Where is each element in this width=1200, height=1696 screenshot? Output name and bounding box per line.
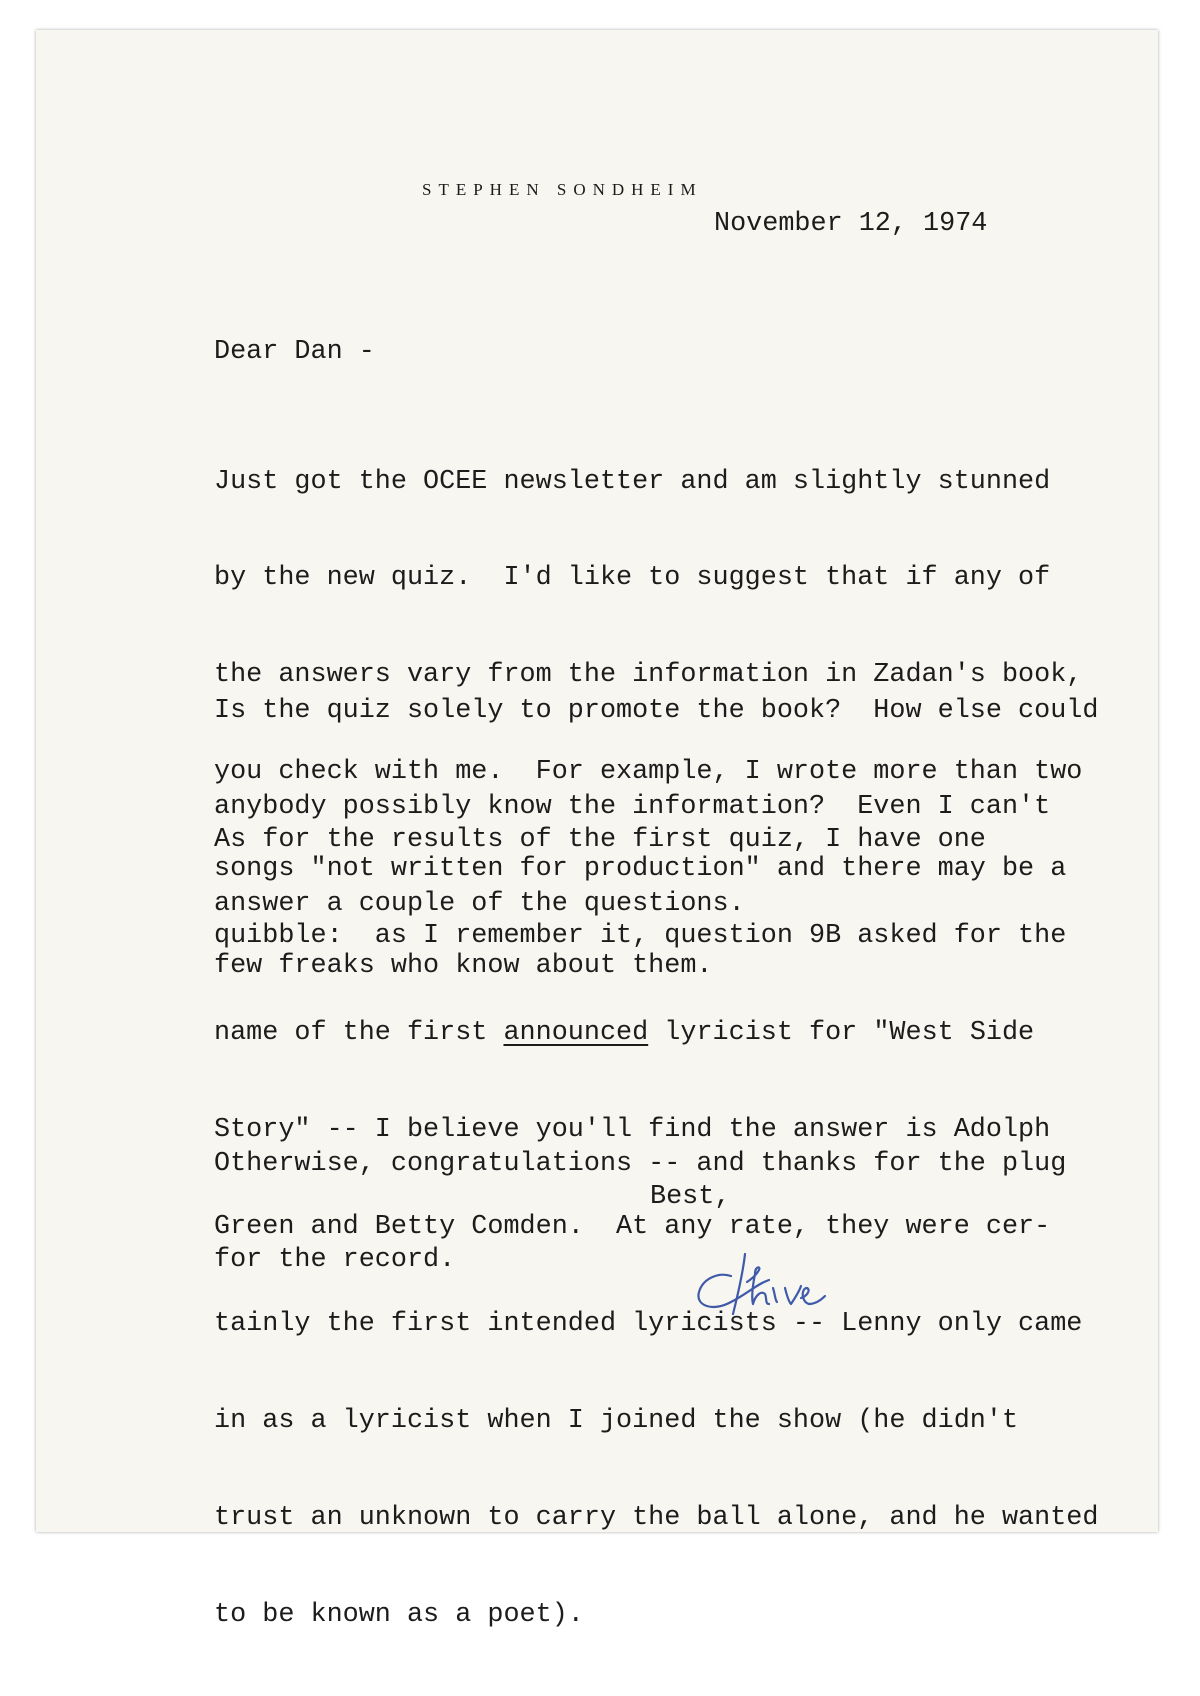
text-line: trust an unknown to carry the ball alone, and he wanted xyxy=(214,1502,1099,1533)
text-line xyxy=(214,1017,1098,1049)
text-line: songs "not written for production" and there may be a xyxy=(214,854,1067,885)
text-line: for the record. xyxy=(214,1245,456,1276)
text-line: you check with me. For example, I wrote more than two xyxy=(214,757,1083,788)
underlined-word: announced xyxy=(503,1018,649,1049)
paragraph-4 xyxy=(214,1083,1066,1341)
text-line: in as a lyricist when I joined the show (he didn't xyxy=(214,1405,1019,1436)
text-line: Just got the OCEE newsletter and am slightly stunned xyxy=(214,466,1051,497)
letterhead: STEPHEN SONDHEIM xyxy=(422,180,703,199)
text-line: quibble: as I remember it, question 9B asked for the xyxy=(214,921,1067,952)
text-line: by the new quiz. I'd like to suggest that if any of xyxy=(214,563,1051,594)
text-line: Is the quiz solely to promote the book? How else could xyxy=(214,695,1099,726)
text-line: Story" -- I believe you'll find the answer is Adolph xyxy=(214,1115,1051,1146)
closing: Best, xyxy=(650,1182,731,1212)
text-line: answer a couple of the questions. xyxy=(214,889,745,920)
salutation: Dear Dan - xyxy=(214,337,375,367)
text-line: As for the results of the first quiz, I have one xyxy=(214,824,986,855)
text-segment: lyricist for "West Side xyxy=(648,1018,1035,1049)
letter-date: November 12, 1974 xyxy=(714,209,988,239)
text-line: the answers vary from the information in Zadan's book, xyxy=(214,660,1083,691)
text-line: tainly the first intended lyricists -- Lenny only came xyxy=(214,1309,1083,1340)
text-line: anybody possibly know the information? Even I can't xyxy=(214,792,1051,823)
handwritten-signature xyxy=(691,1242,871,1332)
text-line: few freaks who know about them. xyxy=(214,951,713,982)
letter-page xyxy=(36,30,1158,1630)
text-line: to be known as a poet). xyxy=(214,1599,584,1630)
text-line: Green and Betty Comden. At any rate, they were cer- xyxy=(214,1212,1051,1243)
text-segment: name of the first xyxy=(214,1018,504,1049)
text-line: Otherwise, congratulations -- and thanks for the plug xyxy=(214,1148,1067,1179)
